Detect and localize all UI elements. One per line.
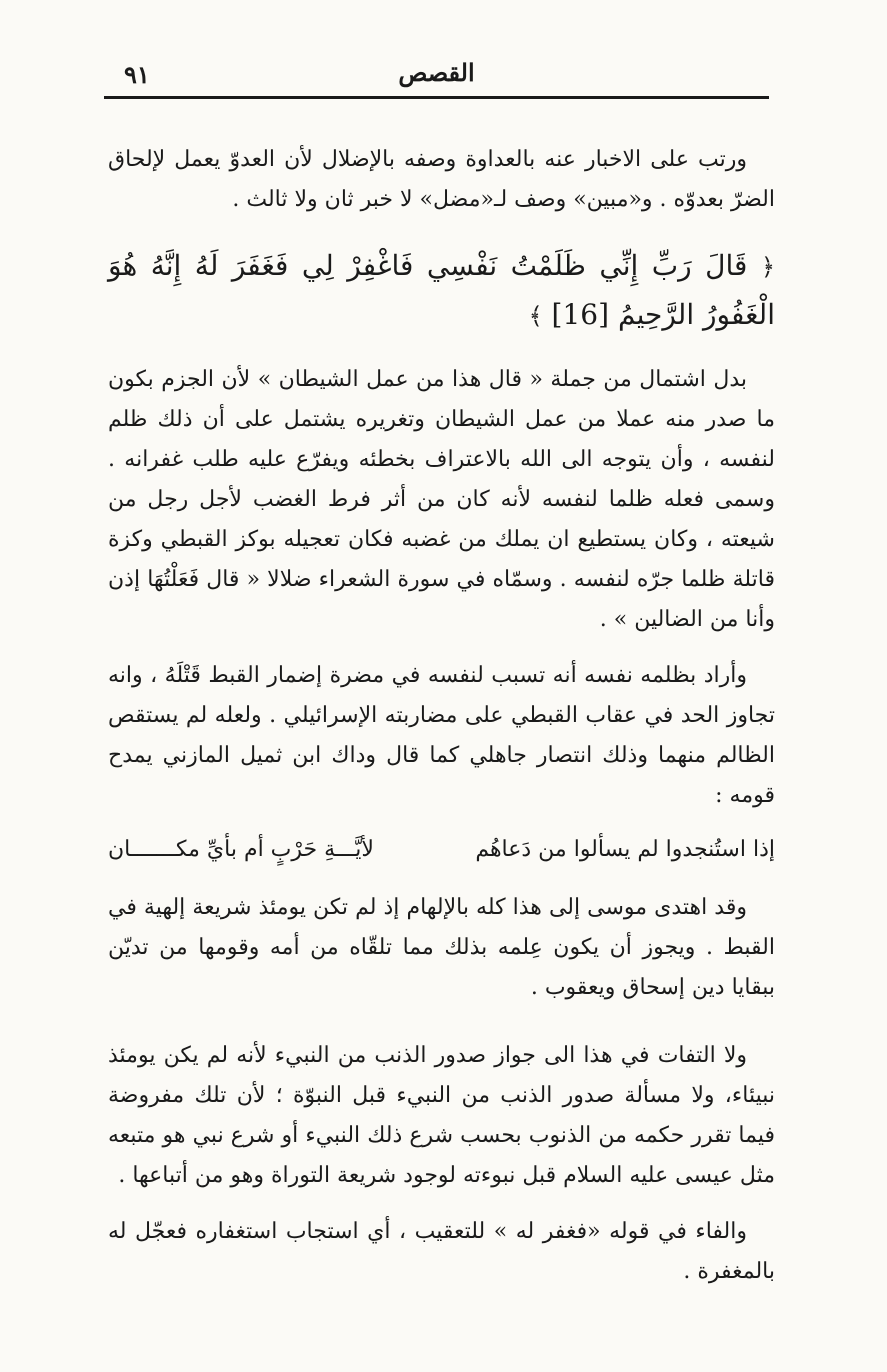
page-header — [104, 56, 769, 99]
paragraph-2: بدل اشتمال من جملة « قال هذا من عمل الشيطان » لأن الجزم بكون ما صدر منه عملا من عمل الشيطان وتغريره يشتمل على أن ذلك ظلم لنفسه ، وأن يتوجه الى الله بالاعتراف بخطئه ويفرّع عليه طلب غفرانه . وسمى فعله ظلما لنفسه لأنه كان من أثر فرط الغضب لأجل رجل من شيعته ، وكان يستطيع ان يملك من غضبه فكان تعجيله بوكز القبطي وكزة قاتلة ظلما جرّه لنفسه . وسمّاه في سورة الشعراء ضلالا « قال فَعَلْتُهَا إذن وأنا من الضالين » . — [108, 367, 775, 632]
verse-second-hemistich: لأيَّـــةِ حَرْبٍ أم بأيِّ مكـــــــان — [108, 837, 374, 862]
ayah-close-bracket: ﴾ — [528, 302, 543, 330]
paragraph-5: ولا التفات في هذا الى جواز صدور الذنب من النبيء لأنه لم يكن يومئذ نبيئاء، ولا مسألة صدور الذنب من النبيء قبل النبوّة ؛ لأن تلك مفروضة فيما تقرر حكمه من الذنوب بحسب شرع ذلك النبيء أو شرع نبي هو متبعه مثل عيسى عليه السلام قبل نبوءته لوجود شريعة التوراة وهو من أتباعها . — [108, 1043, 775, 1188]
paragraph-3: وأراد بظلمه نفسه أنه تسبب لنفسه في مضرة إضمار القبط قَتْلَهُ ، وانه تجاوز الحد في عقاب القبطي على مضاربته الإسرائيلي . ولعله لم يستقص الظالم منهما وذلك انتصار جاهلي كما قال وداك ابن ثميل المازني يمدح قومه : — [108, 663, 775, 808]
paragraph-1: ورتب على الاخبار عنه بالعداوة وصفه بالإضلال لأن العدوّ يعمل لإلحاق الضرّ بعدوّه . و«مبين» وصف لـ«مضل» لا خبر ثان ولا ثالث . — [108, 147, 775, 212]
verse-first-hemistich: إذا استُنجدوا لم يسألوا من دَعاهُم — [475, 837, 775, 862]
paragraph-6: والفاء في قوله «فغفر له » للتعقيب ، أي استجاب استغفاره فعجّل له بالمغفرة . — [108, 1219, 775, 1284]
ayah-open-bracket: ﴿ — [760, 253, 775, 281]
page-number: ٩١ — [124, 60, 150, 89]
ayah-text: قَالَ رَبِّ إِنِّي ظَلَمْتُ نَفْسِي فَاغْفِرْ لِي فَغَفَرَ لَهُ إِنَّهُ هُوَ الْغَفُورُ الرَّحِيمُ — [108, 249, 775, 331]
quran-verse — [108, 242, 775, 340]
surah-title: القصص — [398, 58, 475, 87]
ayah-number: [16] — [551, 298, 610, 331]
poetry-verse — [108, 830, 775, 870]
paragraph-4: وقد اهتدى موسى إلى هذا كله بالإلهام إذ لم تكن يومئذ شريعة إلهية في القبط . ويجوز أن يكون عِلمه بذلك مما تلقّاه من أمه وقومها من تديّن ببقايا دين إسحاق ويعقوب . — [108, 895, 775, 1000]
page-body — [108, 140, 775, 1292]
